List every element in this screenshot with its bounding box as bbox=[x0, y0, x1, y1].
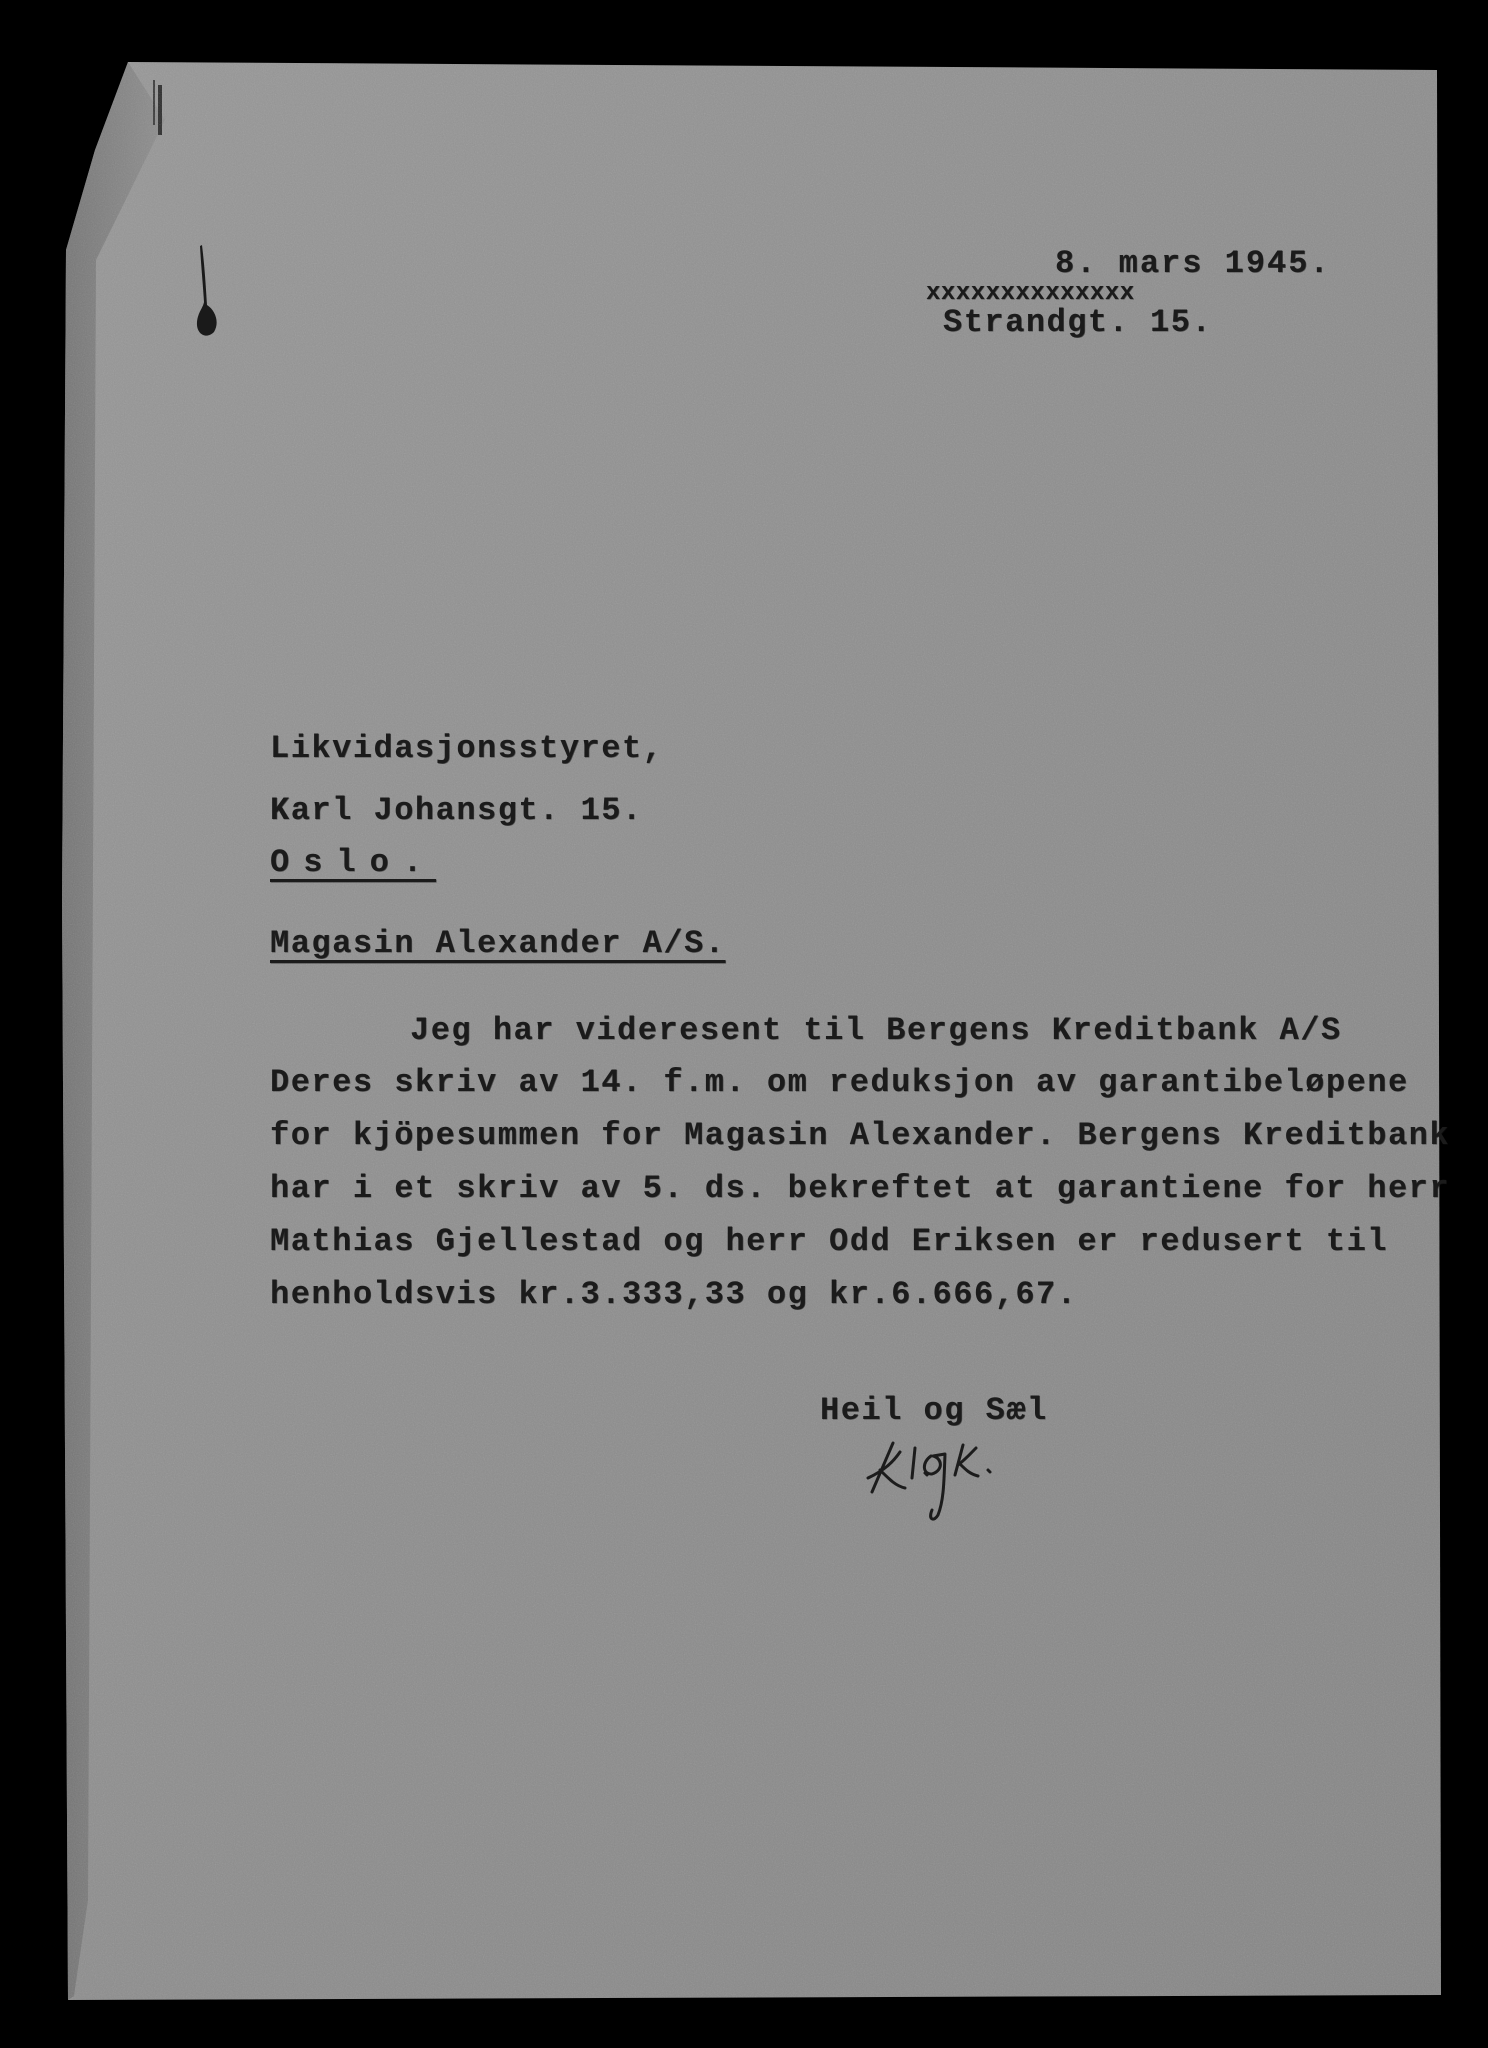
recipient-street: Karl Johansgt. 15. bbox=[270, 792, 643, 829]
letter-date: 8. mars 1945. bbox=[1055, 245, 1331, 282]
body-line: Deres skriv av 14. f.m. om reduksjon av garantibeløpene bbox=[270, 1064, 1409, 1101]
letter-subject: Magasin Alexander A/S. bbox=[270, 925, 726, 962]
recipient-name: Likvidasjonsstyret, bbox=[270, 730, 664, 767]
body-line: henholdsvis kr.3.333,33 og kr.6.666,67. bbox=[270, 1276, 1078, 1313]
closing-salutation: Heil og Sæl bbox=[820, 1392, 1048, 1429]
recipient-city: Oslo. bbox=[270, 844, 437, 881]
body-line: har i et skriv av 5. ds. bekreftet at garantiene for herr bbox=[270, 1170, 1451, 1207]
body-line: Jeg har videresent til Bergens Kreditbank A/S bbox=[410, 1012, 1342, 1049]
sender-street: Strandgt. 15. bbox=[943, 304, 1213, 341]
body-line: for kjöpesummen for Magasin Alexander. Bergens Kreditbank bbox=[270, 1117, 1451, 1154]
body-line: Mathias Gjellestad og herr Odd Eriksen er redusert til bbox=[270, 1223, 1388, 1260]
struck-out-address: xxxxxxxxxxxxxx bbox=[926, 280, 1135, 307]
